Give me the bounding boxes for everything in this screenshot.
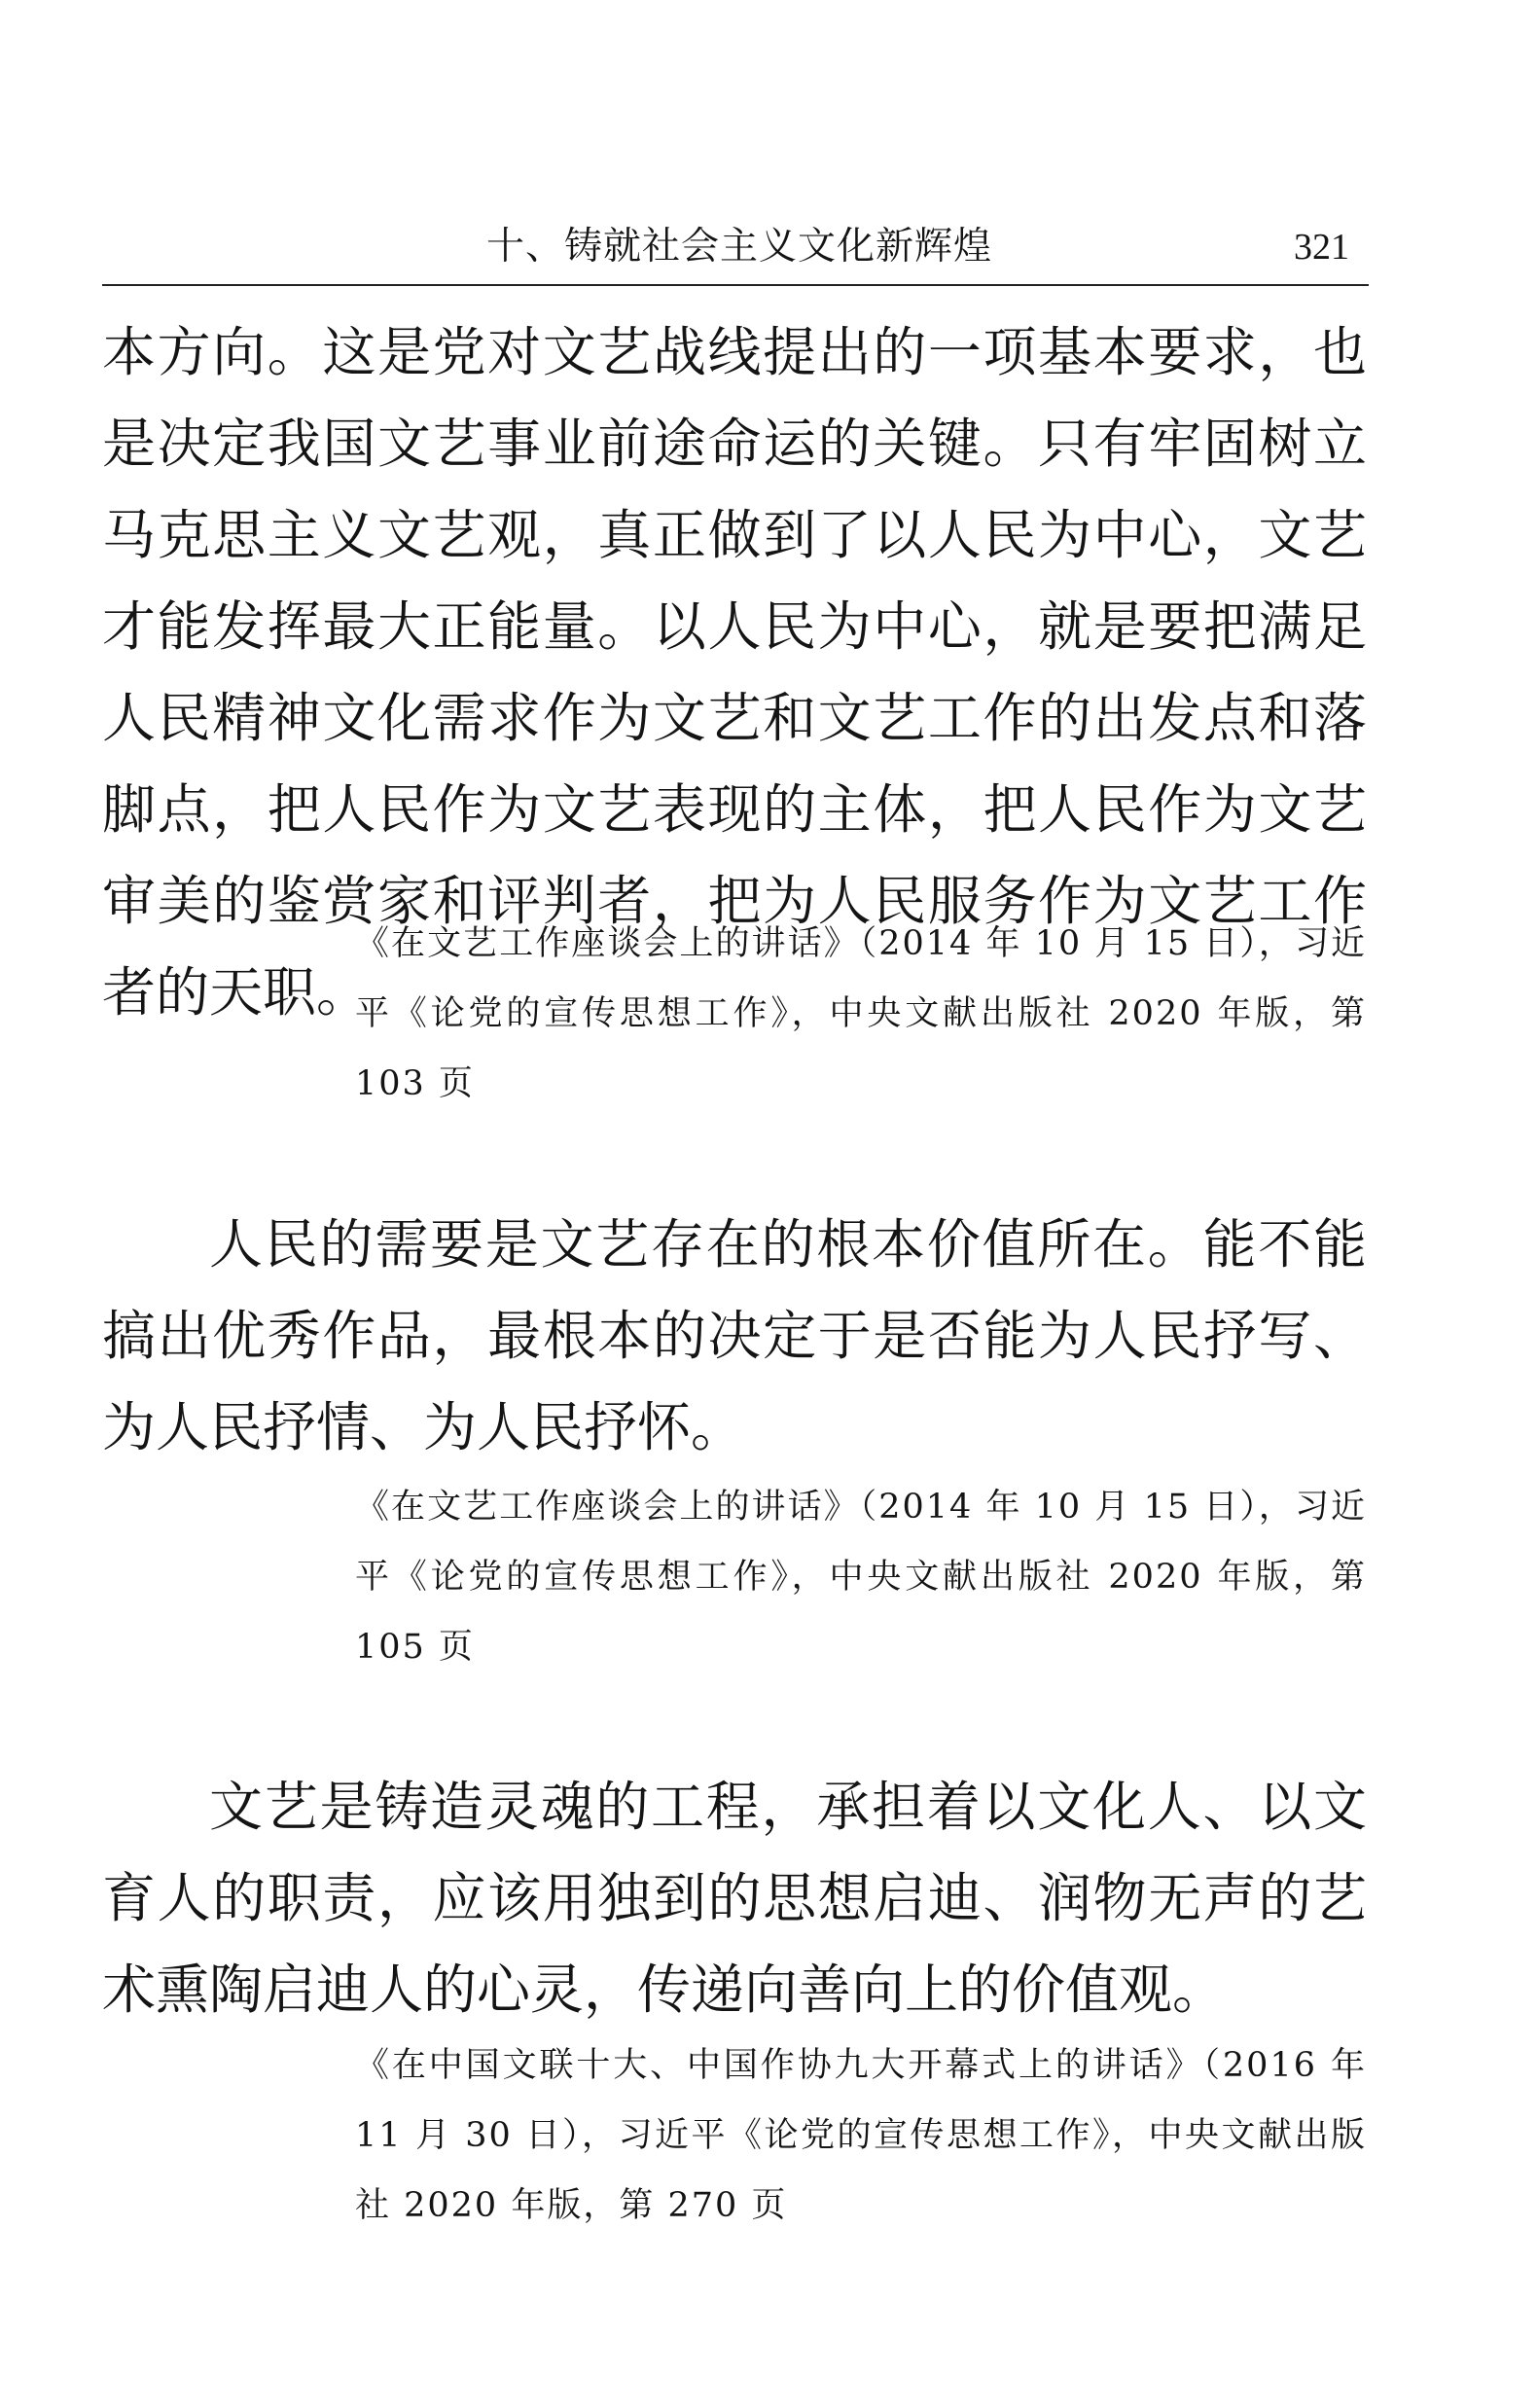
citation-3: 《在中国文联十大、中国作协九大开幕式上的讲话》（2016 年 11 月 30 日），习近平《论党的宣传思想工作》，中央文献出版社 2020 年版，第 270 页 <box>355 2046 1367 2225</box>
chapter-title: 十、铸就社会主义文化新辉煌 <box>486 225 993 269</box>
paragraph-2: 人民的需要是文艺存在的根本价值所在。能不能搞出优秀作品，最根本的决定于是否能为人民抒写、为人民抒情、为人民抒怀。 <box>102 1213 1367 1458</box>
paragraph-3: 文艺是铸造灵魂的工程，承担着以文化人、以文育人的职责，应该用独到的思想启迪、润物无声的艺术熏陶启迪人的心灵，传递向善向上的价值观。 <box>102 1776 1367 2021</box>
running-header <box>102 212 1369 286</box>
page-number: 321 <box>1294 227 1349 268</box>
citation-1: 《在文艺工作座谈会上的讲话》（2014 年 10 月 15 日），习近平《论党的宣传思想工作》，中央文献出版社 2020 年版，第 103 页 <box>355 924 1367 1103</box>
citation-2: 《在文艺工作座谈会上的讲话》（2014 年 10 月 15 日），习近平《论党的宣传思想工作》，中央文献出版社 2020 年版，第 105 页 <box>355 1488 1367 1667</box>
paragraph-1: 本方向。这是党对文艺战线提出的一项基本要求，也是决定我国文艺事业前途命运的关键。只有牢固树立马克思主义文艺观，真正做到了以人民为中心，文艺才能发挥最大正能量。以人民为中心，就是要把满足人民精神文化需求作为文艺和文艺工作的出发点和落脚点，把人民作为文艺表现的主体，把人民作为文艺审美的鉴赏家和评判者，把为人民服务作为文艺工作者的天职。 <box>102 321 1367 1024</box>
